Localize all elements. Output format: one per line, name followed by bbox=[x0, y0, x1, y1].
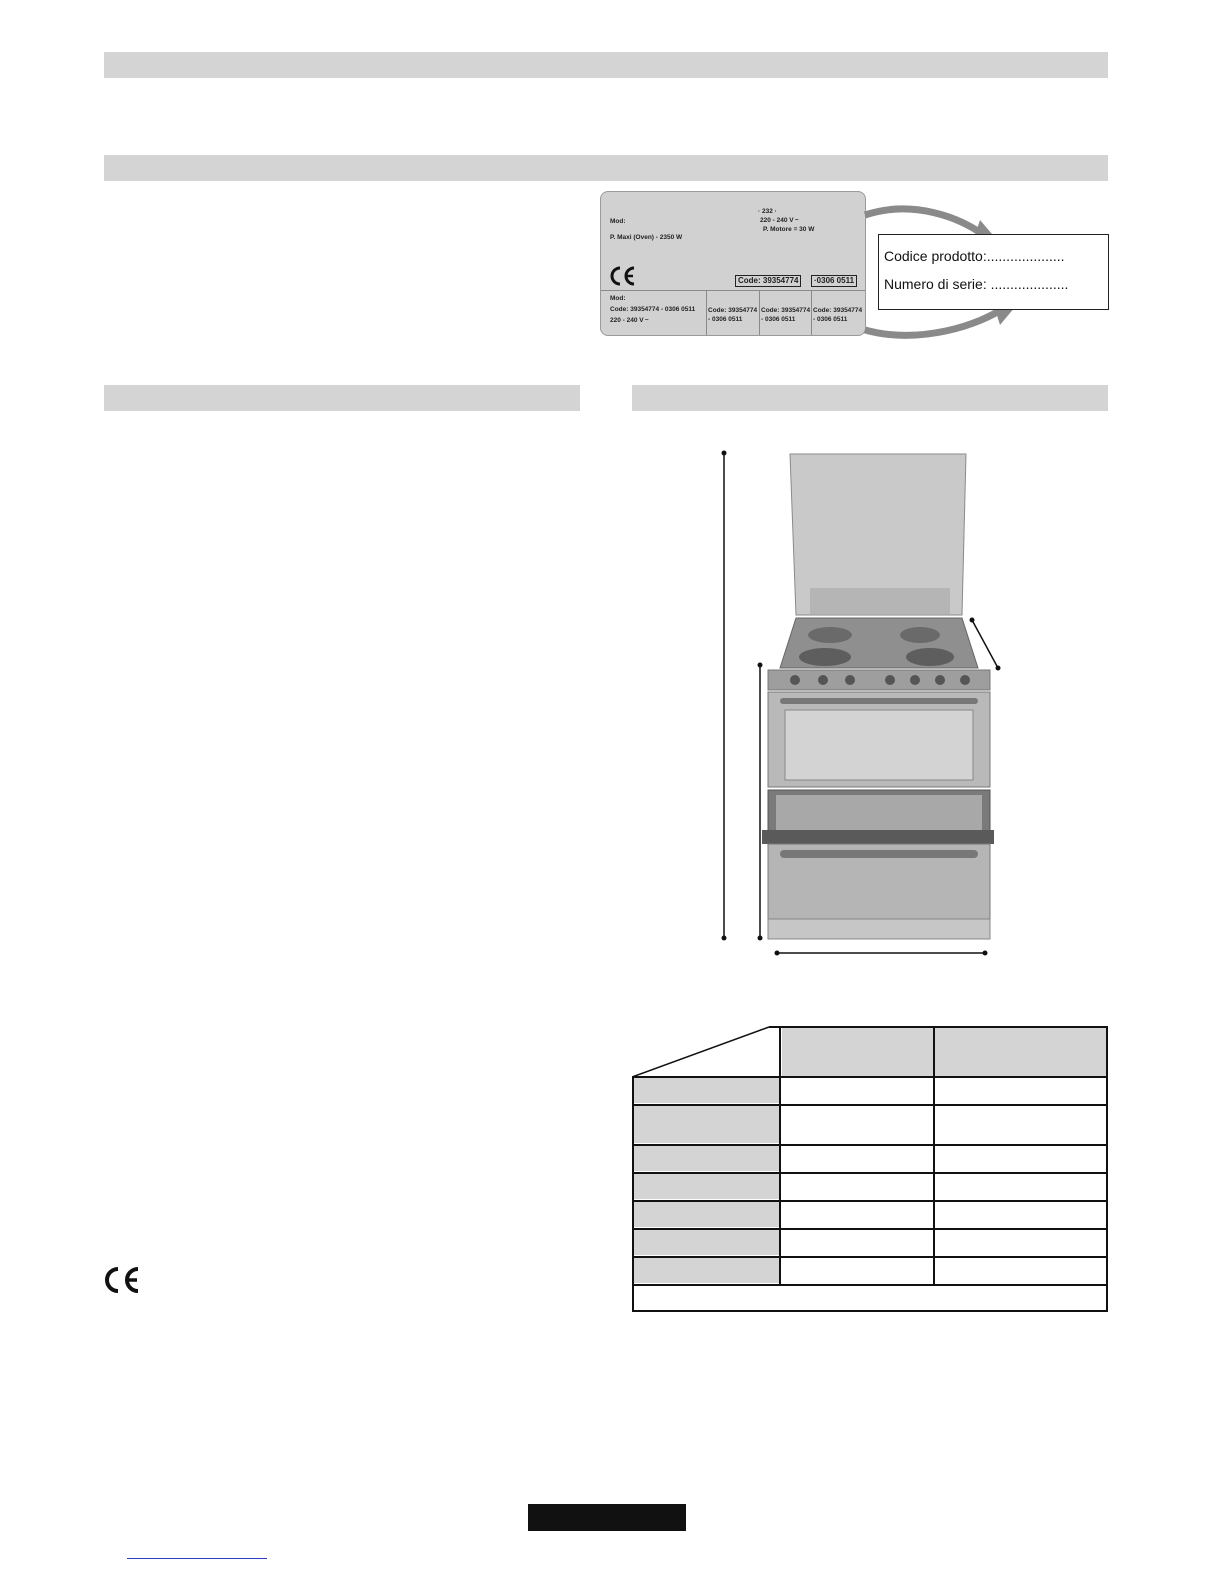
table-border bbox=[632, 1076, 634, 1312]
ce-mark-icon bbox=[102, 1266, 142, 1294]
table-border bbox=[933, 1026, 935, 1286]
plate-oven-power: P. Maxi (Oven) - 2350 W bbox=[610, 234, 683, 241]
table-row-label bbox=[633, 1078, 779, 1103]
table-border bbox=[632, 1172, 1108, 1174]
product-code-box bbox=[878, 234, 1109, 310]
section-header-bar-left bbox=[104, 385, 580, 411]
appliance-illustration bbox=[700, 440, 1020, 970]
table-row-label bbox=[633, 1230, 779, 1255]
table-border bbox=[1106, 1026, 1108, 1312]
plate-stub-code: Code: 39354774 bbox=[761, 307, 811, 314]
table-border bbox=[769, 1026, 1108, 1028]
table-border bbox=[632, 1076, 1108, 1078]
plate-stub-code: Code: 39354774 bbox=[813, 307, 863, 314]
footer-link-underline[interactable] bbox=[127, 1558, 267, 1559]
plate-stub-serial: - 0306 0511 bbox=[761, 316, 796, 323]
table-corner-diagonal bbox=[632, 1026, 782, 1078]
table-border bbox=[632, 1310, 1108, 1312]
plate-mod-label: Mod: bbox=[610, 218, 626, 225]
section-header-bar bbox=[104, 155, 1108, 181]
plate-stub-serial: - 0306 0511 bbox=[813, 316, 848, 323]
table-border bbox=[632, 1256, 1108, 1258]
plate-stub-divider bbox=[811, 291, 812, 335]
ce-mark-icon bbox=[609, 266, 637, 286]
plate-motor-power: P. Motore = 30 W bbox=[763, 226, 815, 233]
table-border bbox=[632, 1284, 1108, 1286]
table-row-label bbox=[633, 1106, 779, 1143]
page-number-box bbox=[528, 1504, 686, 1531]
plate-stub-divider bbox=[706, 291, 707, 335]
plate-stub-divider bbox=[759, 291, 760, 335]
plate-stub-serial: - 0306 0511 bbox=[708, 316, 743, 323]
table-border bbox=[779, 1026, 781, 1286]
table-row-label bbox=[633, 1258, 779, 1283]
plate-lower-mod: Mod: bbox=[610, 295, 626, 302]
table-border bbox=[632, 1104, 1108, 1106]
specification-table bbox=[632, 1026, 1108, 1312]
table-border bbox=[632, 1200, 1108, 1202]
section-header-bar-right bbox=[632, 385, 1108, 411]
plate-code-box: Code: 39354774 bbox=[735, 275, 801, 287]
plate-serial-box: ·0306 0511 bbox=[811, 275, 857, 287]
section-header-bar bbox=[104, 52, 1108, 78]
serial-number-line: Numero di serie: .................... bbox=[884, 276, 1069, 292]
plate-code-top: · 232 · bbox=[758, 208, 777, 215]
table-row-label bbox=[633, 1202, 779, 1227]
plate-lower-code: Code: 39354774 - 0306 0511 bbox=[610, 306, 696, 313]
plate-voltage-top: 220 - 240 V ~ bbox=[760, 217, 799, 224]
table-row-label bbox=[633, 1146, 779, 1171]
table-row-label bbox=[633, 1174, 779, 1199]
plate-lower-voltage: 220 - 240 V ~ bbox=[610, 317, 649, 324]
rating-plate bbox=[600, 191, 866, 336]
product-code-line: Codice prodotto:.................... bbox=[884, 248, 1065, 264]
plate-stub-code: Code: 39354774 bbox=[708, 307, 758, 314]
plate-divider bbox=[601, 290, 865, 291]
table-header-cell bbox=[935, 1028, 1107, 1076]
table-border bbox=[632, 1228, 1108, 1230]
table-border bbox=[632, 1144, 1108, 1146]
table-header-cell bbox=[782, 1028, 933, 1076]
